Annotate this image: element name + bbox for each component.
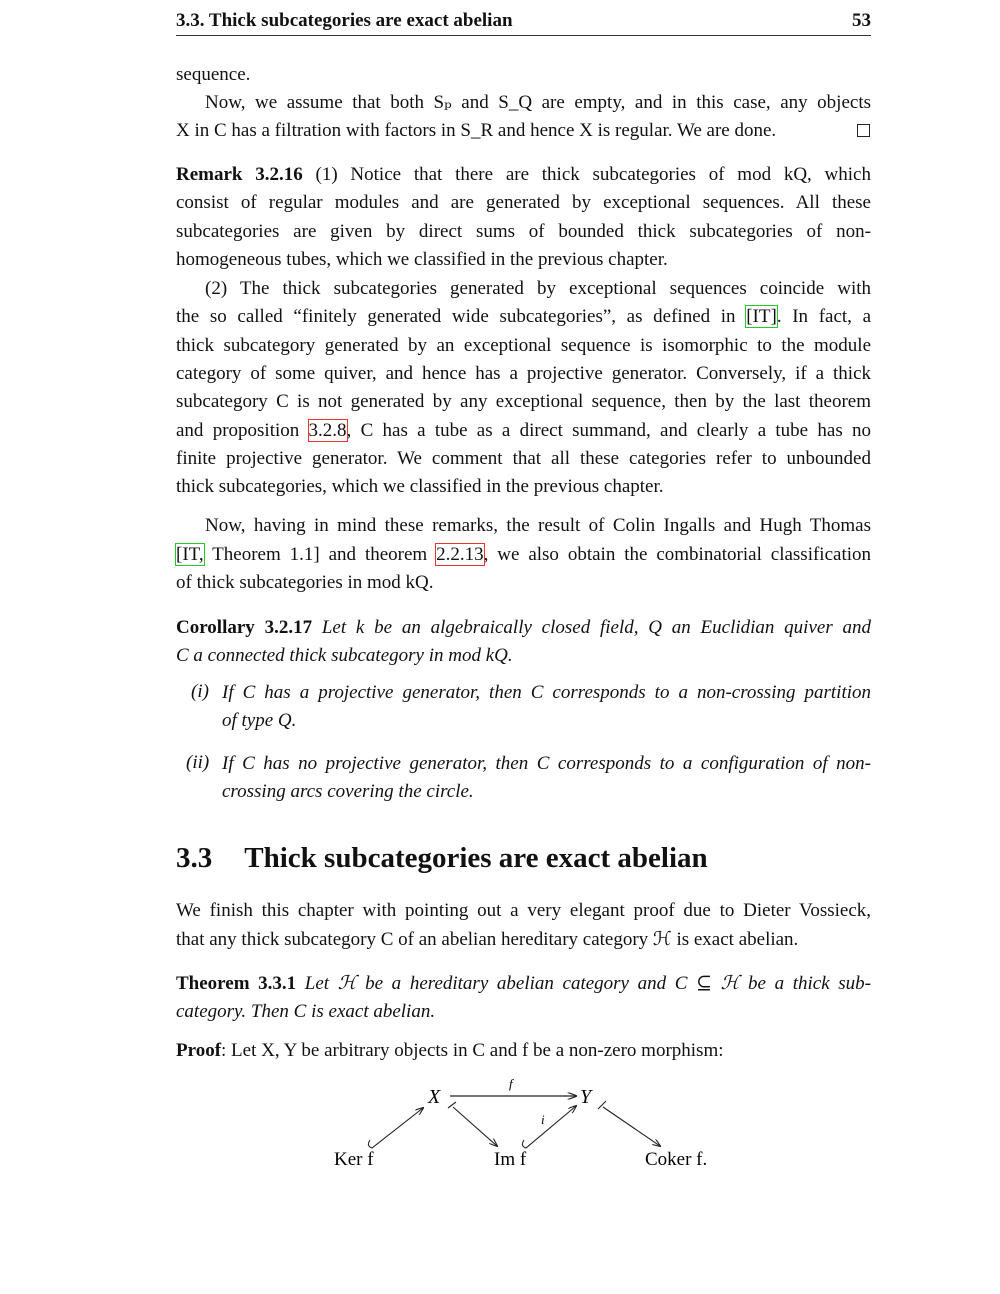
text-line: Now, we assume that both Sₚ and S_Q are empty, and in this case, any objects — [205, 92, 871, 113]
section-number: 3.3 — [176, 842, 213, 874]
text-line: thick subcategory generated by an exceptional sequence is isomorphic to the module — [176, 335, 871, 356]
text-line: category. Then C is exact abelian. — [176, 1001, 436, 1022]
text-line: that any thick subcategory C of an abelian hereditary category ℋ is exact abelian. — [176, 929, 799, 950]
corollary-label: Corollary 3.2.17 — [176, 617, 313, 638]
epi-tail — [448, 1102, 456, 1108]
text: (1) Notice that there are thick subcategories of mod kQ, which — [315, 164, 871, 185]
text-line: thick subcategories, which we classified in the previous chapter. — [176, 476, 664, 497]
text-line: subcategory C is not generated by any exceptional sequence, then by the last theorem — [176, 391, 871, 412]
text-line: category of some quiver, and hence has a projective generator. Conversely, if a thick — [176, 363, 871, 384]
text-line: X in C has a filtration with factors in S_R and hence X is regular. We are done. — [176, 120, 777, 141]
text: Let k be an algebraically closed field, Q an Euclidian quiver and — [321, 617, 871, 638]
item-number: (ii) — [186, 752, 210, 773]
text-line: finite projective generator. We comment that all these categories refer to unbounded — [176, 448, 871, 469]
ref-link-2-2-13[interactable]: 2.2.13 — [436, 544, 484, 565]
text: Theorem 1.1] and theorem — [203, 544, 428, 565]
text: : Let X, Y be arbitrary objects in C and f be a non-zero morphism: — [221, 1040, 724, 1061]
node-coker: Coker f. — [645, 1149, 708, 1170]
label-i: i — [541, 1112, 545, 1127]
text: Let ℋ be a hereditary abelian category and C ⊆ ℋ be a thick sub- — [304, 973, 871, 994]
arrow-ker-mono — [368, 1108, 423, 1148]
text-line: sequence. — [176, 64, 251, 85]
text-line: C a connected thick subcategory in mod kQ. — [176, 645, 513, 666]
text-line: consist of regular modules and are generated by exceptional sequences. All these — [176, 192, 871, 213]
proof-label: Proof — [176, 1040, 222, 1061]
text: , we also obtain the combinatorial classification — [483, 544, 872, 565]
ref-link-3-2-8[interactable]: 3.2.8 — [308, 420, 347, 441]
arrow-i — [522, 1106, 576, 1148]
node-X: X — [428, 1086, 441, 1108]
node-ker: Ker f — [334, 1149, 374, 1170]
text-line: If C has a projective generator, then C corresponds to a non-crossing partition — [222, 682, 871, 703]
theorem-label: Theorem 3.3.1 — [176, 973, 297, 994]
text-line: If C has no projective generator, then C corresponds to a configuration of non- — [222, 753, 871, 774]
arrow-epi-im — [453, 1107, 497, 1146]
label-f: f — [509, 1076, 513, 1091]
text-line: crossing arcs covering the circle. — [222, 781, 474, 802]
citation-link-IT[interactable]: [IT, — [176, 544, 204, 565]
text: and proposition — [176, 420, 300, 441]
node-im: Im f — [494, 1149, 527, 1170]
section-title: Thick subcategories are exact abelian — [244, 842, 708, 874]
text-line: subcategories are given by direct sums of bounded thick subcategories of non- — [176, 221, 871, 242]
page-number: 53 — [852, 10, 871, 31]
text: the so called “finitely generated wide subcategories”, as defined in — [176, 306, 736, 327]
arrow-coker — [603, 1107, 660, 1146]
text-line: of type Q. — [222, 710, 297, 731]
text-line: Now, having in mind these remarks, the result of Colin Ingalls and Hugh Thomas — [205, 515, 871, 536]
text-line: homogeneous tubes, which we classified in the previous chapter. — [176, 249, 668, 270]
remark-label: Remark 3.2.16 — [176, 164, 303, 185]
text-line: (2) The thick subcategories generated by exceptional sequences coincide with — [205, 278, 871, 299]
text: . In fact, a — [776, 306, 871, 327]
text-line: of thick subcategories in mod kQ. — [176, 572, 434, 593]
header-section: 3.3. Thick subcategories are exact abelian — [176, 10, 513, 31]
item-number: (i) — [191, 681, 209, 702]
text: , C has a tube as a direct summand, and clearly a tube has no — [346, 420, 871, 441]
text-line: We finish this chapter with pointing out a very elegant proof due to Dieter Vossieck, — [176, 900, 871, 921]
citation-link-IT[interactable]: [IT] — [746, 306, 777, 327]
node-Y: Y — [580, 1086, 592, 1108]
